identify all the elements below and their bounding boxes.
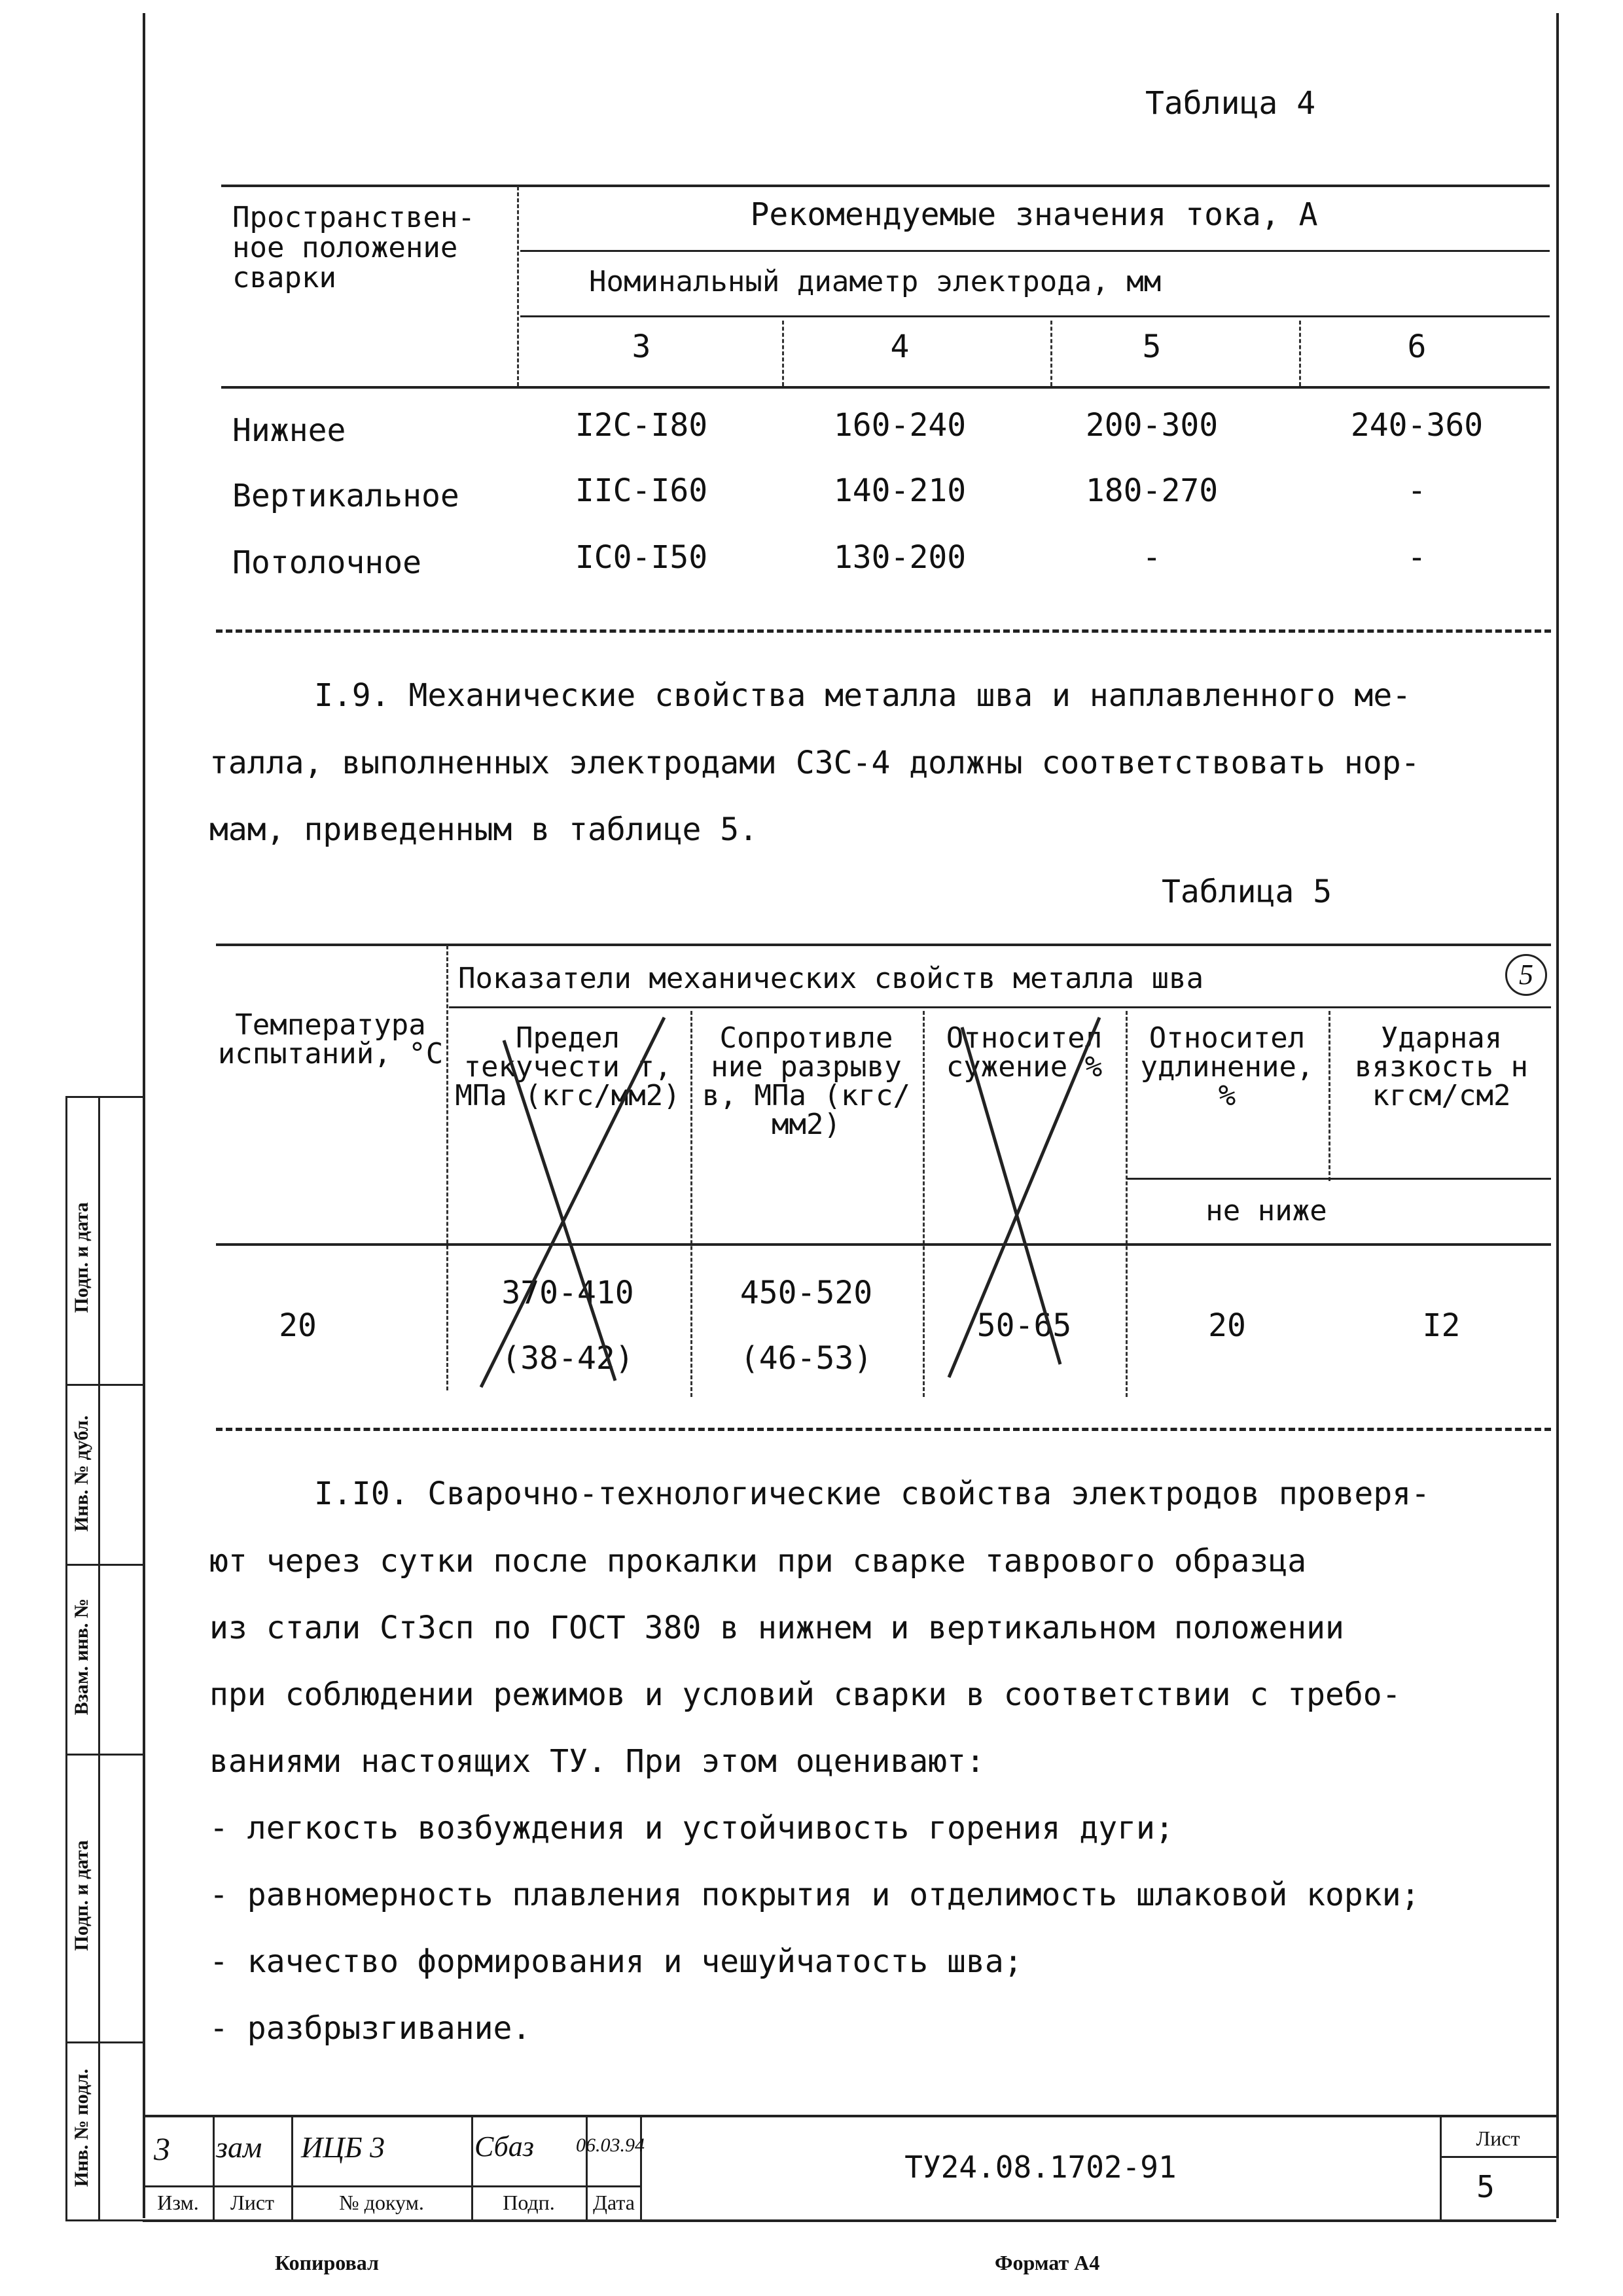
table5-header-col: Предел текучести т, МПа (кгс/мм2) (455, 1021, 681, 1112)
left-frame-line (143, 13, 145, 2218)
margin-podp-data-top: Подп. и дата (71, 1202, 92, 1313)
table5-yield-mpa: 370-410 (501, 1275, 634, 1311)
table4-header-mid-line (520, 250, 1550, 252)
table4-cell: - (1407, 472, 1427, 509)
para-1-10-line: ют через сутки после прокалки при сварке таврового образца (209, 1543, 1307, 1580)
table4-row-label: Вертикальное (232, 478, 459, 514)
para-1-10-line: I.I0. Сварочно-технологические свойства электродов проверя- (314, 1475, 1431, 1512)
table4-col-divider-3 (1299, 321, 1301, 386)
stamp-list-value: зам (216, 2130, 262, 2164)
table5-not-less-line (1127, 1178, 1551, 1180)
table5-temp-value: 20 (279, 1307, 317, 1344)
table4-header-diameter: Номинальный диаметр электрода, мм (589, 265, 1162, 298)
table4-col-divider-2 (1050, 321, 1052, 386)
stamp-top-line (143, 2115, 1556, 2117)
margin-separator (65, 1754, 143, 1756)
table5-impact: I2 (1422, 1307, 1461, 1344)
table4-row-label: Потолочное (232, 544, 421, 581)
table4-cell: 140-210 (833, 472, 967, 509)
margin-inv-podl: Инв. № подл. (71, 2068, 92, 2187)
table4-header-divider (517, 186, 519, 386)
footer-format: Формат А4 (995, 2251, 1100, 2274)
table5-temp-divider (446, 945, 448, 1390)
table4-cell: 180-270 (1085, 472, 1219, 509)
table4-header-bottom-border (221, 386, 1550, 389)
stamp-row-line (143, 2185, 640, 2187)
stamp-izm-label: Изм. (157, 2191, 199, 2214)
table4-top-border (221, 185, 1550, 187)
table5-not-less: не ниже (1205, 1194, 1327, 1227)
stamp-sheet-line (1440, 2156, 1556, 2158)
change-mark-icon (1505, 954, 1547, 996)
stamp-sheet-label: Лист (1476, 2127, 1520, 2150)
table4-diameter-6: 6 (1407, 328, 1427, 365)
table4-row-label: Нижнее (232, 412, 346, 449)
stamp-date-value: 06.03.94 (576, 2134, 645, 2156)
stamp-sheet-number: 5 (1476, 2169, 1495, 2204)
margin-separator (65, 1564, 143, 1566)
table4-diameter-5: 5 (1142, 328, 1162, 365)
margin-separator (65, 2219, 143, 2221)
margin-left-line (65, 1096, 67, 2221)
table4-cell: - (1407, 539, 1427, 576)
table4-cell: 200-300 (1085, 407, 1219, 444)
table4-cell: IC0-I50 (575, 539, 708, 576)
table5-top-border (216, 944, 1551, 946)
table4-diameter-3: 3 (632, 328, 651, 365)
table4-cell: - (1142, 539, 1162, 576)
para-1-10-line: ваниями настоящих ТУ. При этом оценивают: (209, 1743, 985, 1780)
table5-narrowing: 50-65 (976, 1307, 1072, 1344)
margin-mid-line (98, 1096, 100, 2221)
table4-cell: I2C-I80 (575, 407, 708, 444)
bullet-item: - разбрызгивание. (209, 2010, 531, 2047)
stamp-podp-label: Подп. (503, 2191, 555, 2214)
stamp-doc-label: № докум. (339, 2191, 424, 2214)
stamp-designation: ТУ24.08.1702-91 (904, 2149, 1177, 2185)
table4-header-position: Пространствен- ное положение сварки (232, 201, 475, 294)
table5-col-divider (1329, 1011, 1330, 1181)
table5-header-col: Ударная вязкость н кгсм/см2 (1355, 1021, 1528, 1112)
table4-caption: Таблица 4 (1145, 85, 1316, 122)
table5-bottom-border (216, 1428, 1551, 1431)
stamp-izm-value: 3 (154, 2130, 170, 2167)
stamp-bottom-line (143, 2219, 1556, 2222)
table5-header-col: Сопротивле ние разрыву в, МПа (кгс/мм2) (702, 1021, 910, 1141)
table4-cell: 240-360 (1350, 407, 1484, 444)
margin-inv-dubl: Инв. № дубл. (71, 1415, 92, 1532)
strike-narrowing-column (926, 1008, 1129, 1387)
table5-tensile-mpa: 450-520 (740, 1275, 873, 1311)
change-mark-number: 5 (1519, 959, 1533, 991)
stamp-signature-value: Сбаз (474, 2130, 534, 2163)
table4-header-current: Рекомендуемые значения тока, А (750, 196, 1318, 233)
bullet-item: - качество формирования и чешуйчатость шва; (209, 1943, 1023, 1980)
table5-header-bottom-border (216, 1243, 1551, 1246)
table5-yield-kgf: (38-42) (501, 1340, 634, 1377)
bullet-item: - легкость возбуждения и устойчивость горения дуги; (209, 1810, 1174, 1846)
stamp-col-line (640, 2115, 642, 2219)
table4-col-divider-1 (782, 321, 784, 386)
para-1-10-line: при соблюдении режимов и условий сварки в соответствии с требо- (209, 1676, 1401, 1713)
table4-diameter-4: 4 (890, 328, 910, 365)
table4-header-lower-line (520, 315, 1550, 317)
table4-cell: IIC-I60 (575, 472, 708, 509)
table5-elongation: 20 (1208, 1307, 1246, 1344)
table5-header-group: Показатели механических свойств металла шва (458, 962, 1204, 995)
para-1-10-line: из стали Ст3сп по ГОСТ 380 в нижнем и вертикальном положении (209, 1610, 1344, 1646)
table4-bottom-border (216, 629, 1551, 633)
margin-podp-data-bottom: Подп. и дата (71, 1840, 92, 1951)
margin-vzam-inv: Взам. инв. № (71, 1598, 92, 1716)
table5-header-col: Относител удлинение, % (1140, 1021, 1314, 1112)
margin-separator (65, 1096, 143, 1098)
right-frame-line (1556, 13, 1559, 2218)
stamp-doc-value: ИЦБ 3 (301, 2130, 385, 2164)
bullet-item: - равномерность плавления покрытия и отделимость шлаковой корки; (209, 1877, 1420, 1913)
table5-caption: Таблица 5 (1162, 874, 1332, 910)
table5-tensile-kgf: (46-53) (740, 1340, 873, 1377)
strike-yield-column (452, 1001, 687, 1394)
stamp-list-label: Лист (230, 2191, 274, 2214)
para-1-9-line: мам, приведенным в таблице 5. (209, 811, 758, 848)
table5-col-divider (690, 1011, 692, 1397)
margin-separator (65, 1384, 143, 1386)
footer-copied: Копировал (275, 2251, 379, 2274)
table4-cell: 130-200 (833, 539, 967, 576)
table5-header-temperature: Температура испытаний, °С (217, 1008, 444, 1070)
table5-col-divider (923, 1011, 925, 1397)
para-1-9-line: талла, выполненных электродами СЗС-4 должны соответствовать нор- (209, 745, 1420, 781)
table5-header-col: Относител сужение % (946, 1021, 1103, 1084)
table4-cell: 160-240 (833, 407, 967, 444)
stamp-date-label: Дата (593, 2191, 635, 2214)
margin-separator (65, 2041, 143, 2043)
para-1-9-line: I.9. Механические свойства металла шва и наплавленного ме- (314, 677, 1412, 714)
